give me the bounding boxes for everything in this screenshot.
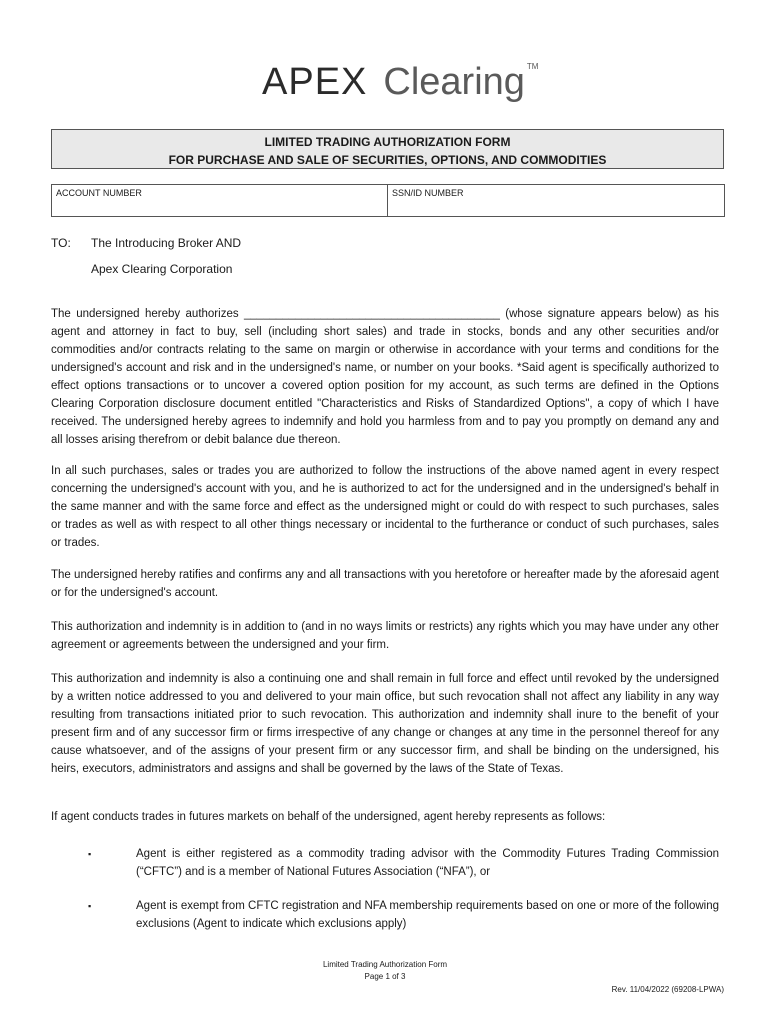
to-recipient-2: Apex Clearing Corporation: [91, 262, 233, 276]
to-recipient-1: The Introducing Broker AND: [91, 236, 242, 250]
ratification-paragraph: The undersigned hereby ratifies and confirms any and all transactions with you heretofore or hereafter made by the aforesaid agent or for the undersigned's account.: [51, 569, 719, 599]
indemnity-paragraph: This authorization and indemnity is in addition to (and in no ways limits or restricts) any rights which you may have under any other agreement or agreements between the undersigned and your firm.: [51, 621, 719, 651]
account-number-field[interactable]: [52, 185, 388, 216]
account-info-box: [51, 184, 725, 217]
footer-form-name: Limited Trading Authorization Form: [322, 960, 448, 969]
ssn-id-field[interactable]: [388, 185, 724, 216]
bullet-icon: ▪: [88, 849, 92, 859]
form-title-line2: FOR PURCHASE AND SALE OF SECURITIES, OPTIONS, AND COMMODITIES: [168, 153, 607, 167]
bullet-icon: ▪: [88, 901, 92, 911]
list-item: [88, 897, 719, 933]
form-title-box: [51, 129, 724, 169]
apex-clearing-logo: [262, 54, 539, 110]
logo-brand: APEX: [262, 60, 368, 103]
futures-intro-paragraph: If agent conducts trades in futures markets on behalf of the undersigned, agent hereby represents as follows:: [51, 811, 606, 823]
ssn-id-label: SSN/ID NUMBER: [392, 188, 464, 198]
footer-page-number: Page 1 of 3: [364, 972, 406, 981]
to-label: TO:: [51, 236, 71, 250]
instructions-paragraph: In all such purchases, sales or trades you are authorized to follow the instructions of the above named agent in every respect concerning the undersigned's account with you, and he is authorized to act for the undersigned and in the undersigned's behalf in the same manner and with the same force and effect as the undersigned might or could do with respect to such purchases, sales or trades as well as with respect to all other things necessary or incidental to the furtherance or conduct of such purchases, sales or trades.: [51, 465, 719, 549]
bullet-text: Agent is exempt from CFTC registration and NFA membership requirements based on one or more of the following exclusions (Agent to indicate which exclusions apply): [136, 900, 719, 930]
account-number-label: ACCOUNT NUMBER: [56, 188, 142, 198]
logo-trademark: TM: [526, 62, 539, 71]
logo-product: Clearing: [383, 60, 525, 103]
page-footer: [0, 959, 770, 983]
form-title-line1: LIMITED TRADING AUTHORIZATION FORM: [264, 135, 511, 149]
authorization-paragraph: The undersigned hereby authorizes ________________________________________ (whose signature appears below) as his agent and attorney in fact to buy, sell (including short sales) and trade in stocks, bonds and any other securities and/or commodities and/or contracts relating to the same on margin or otherwise in accordance with your terms and conditions for the undersigned's account and risk and in the undersigned's name, or number on your books. *Said agent is specifically authorized to effect options transactions or to uncover a covered option position for my account, as such terms are defined in the Options Clearing Corporation disclosure document entitled "Characteristics and Risks of Standardized Options", a copy of which I have received. The undersigned hereby agrees to indemnify and hold you harmless from and to pay you promptly on demand any and all losses arising therefrom or debit balance due thereon.: [51, 308, 719, 446]
bullet-text: Agent is either registered as a commodity trading advisor with the Commodity Futures Trading Commission (“CFTC”) and is a member of National Futures Association (“NFA”), or: [136, 848, 719, 878]
footer-revision: Rev. 11/04/2022 (69208-LPWA): [611, 985, 724, 994]
continuing-authorization-paragraph: This authorization and indemnity is also a continuing one and shall remain in full force and effect until revoked by the undersigned by a written notice addressed to you and delivered to your main office, but such revocation shall not affect any liability in any way resulting from transactions initiated prior to such revocation. This authorization and indemnity shall inure to the benefit of your present firm and of any successor firm or firms irrespective of any change or changes at any time in the personnel thereof for any cause whatsoever, and of the assigns of your present firm or any successor firm, and shall be binding on the undersigned, his heirs, executors, administrators and assigns and shall be governed by the laws of the State of Texas.: [51, 673, 719, 775]
list-item: [88, 845, 719, 881]
